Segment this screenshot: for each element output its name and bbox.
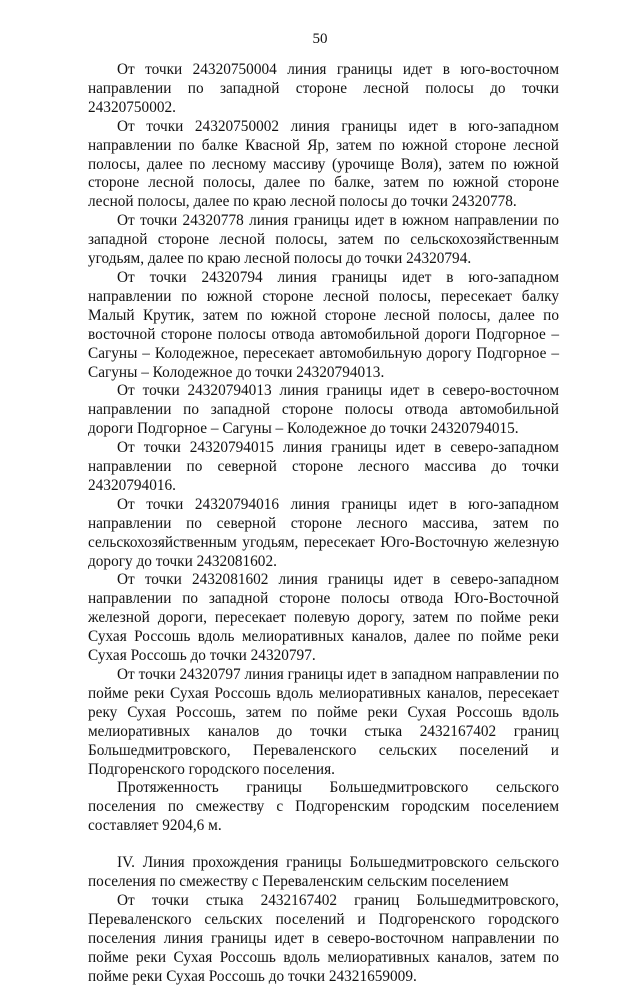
paragraph: От точки стыка 2432167402 границ Большедмитровского, Переваленского сельских поселений и Подгоренского городского поселения линия границы идет в северо-восточном направлении по пойме реки Сухая Россошь вдоль мелиоративных каналов, затем по пойме реки Сухая Россошь до точки 24321659009.	[88, 891, 559, 985]
paragraph: От точки 2432081602 линия границы идет в северо-западном направлении по западной стороне полосы отвода Юго-Восточной железной дороги, пересекает полевую дорогу, затем по пойме реки Сухая Россошь вдоль мелиоративных каналов, далее по пойме реки Сухая Россошь до точки 24320797.	[88, 571, 559, 665]
paragraph: От точки 24320750002 линия границы идет в юго-западном направлении по балке Квасной Яр, затем по южной стороне лесной полосы, далее по лесному массиву (урочище Воля), затем по южной стороне лесной полосы, далее по балке, затем по южной стороне лесной полосы, далее по краю лесной полосы до точки 24320778.	[88, 117, 559, 211]
paragraph: От точки 24320794 линия границы идет в юго-западном направлении по южной стороне лесной полосы, пересекает балку Малый Крутик, затем по южной стороне лесной полосы, далее по восточной стороне полосы отвода автомобильной дороги Подгорное – Сагуны – Колодежное, пересекает автомобильную дорогу Подгорное – Сагуны – Колодежное до точки 24320794013.	[88, 268, 559, 381]
section-heading: IV. Линия прохождения границы Большедмитровского сельского поселения по смежеству с Переваленским сельским поселением	[88, 854, 559, 891]
paragraph: От точки 24320794013 линия границы идет в северо-восточном направлении по западной стороне полосы отвода автомобильной дороги Подгорное – Сагуны – Колодежное до точки 24320794015.	[88, 382, 559, 438]
paragraph: От точки 24320794015 линия границы идет в северо-западном направлении по северной стороне лесного массива до точки 24320794016.	[88, 439, 559, 494]
page-number: 50	[312, 31, 328, 47]
document-body	[88, 61, 559, 987]
paragraph: От точки 24320750004 линия границы идет в юго-восточном направлении по западной стороне лесной полосы до точки 24320750002.	[88, 61, 559, 116]
paragraph: От точки 24320778 линия границы идет в южном направлении по западной стороне лесной полосы, затем по сельскохозяйственным угодьям, далее по краю лесной полосы до точки 24320794.	[88, 212, 559, 268]
paragraph: Протяженность границы Большедмитровского сельского поселения по смежеству с Подгоренским городским поселением составляет 9204,6 м.	[88, 779, 559, 835]
paragraph: От точки 24320794016 линия границы идет в юго-западном направлении по северной стороне лесного массива, затем по сельскохозяйственным угодьям, пересекает Юго-Восточную железную дорогу до точки 2432081602.	[88, 495, 559, 570]
paragraph: От точки 24320797 линия границы идет в западном направлении по пойме реки Сухая Россошь вдоль мелиоративных каналов, пересекает реку Сухая Россошь, затем по пойме реки Сухая Россошь вдоль мелиоративных каналов до точки стыка 2432167402 границ Большедмитровского, Переваленского сельских поселений и Подгоренского городского поселения.	[88, 666, 559, 778]
